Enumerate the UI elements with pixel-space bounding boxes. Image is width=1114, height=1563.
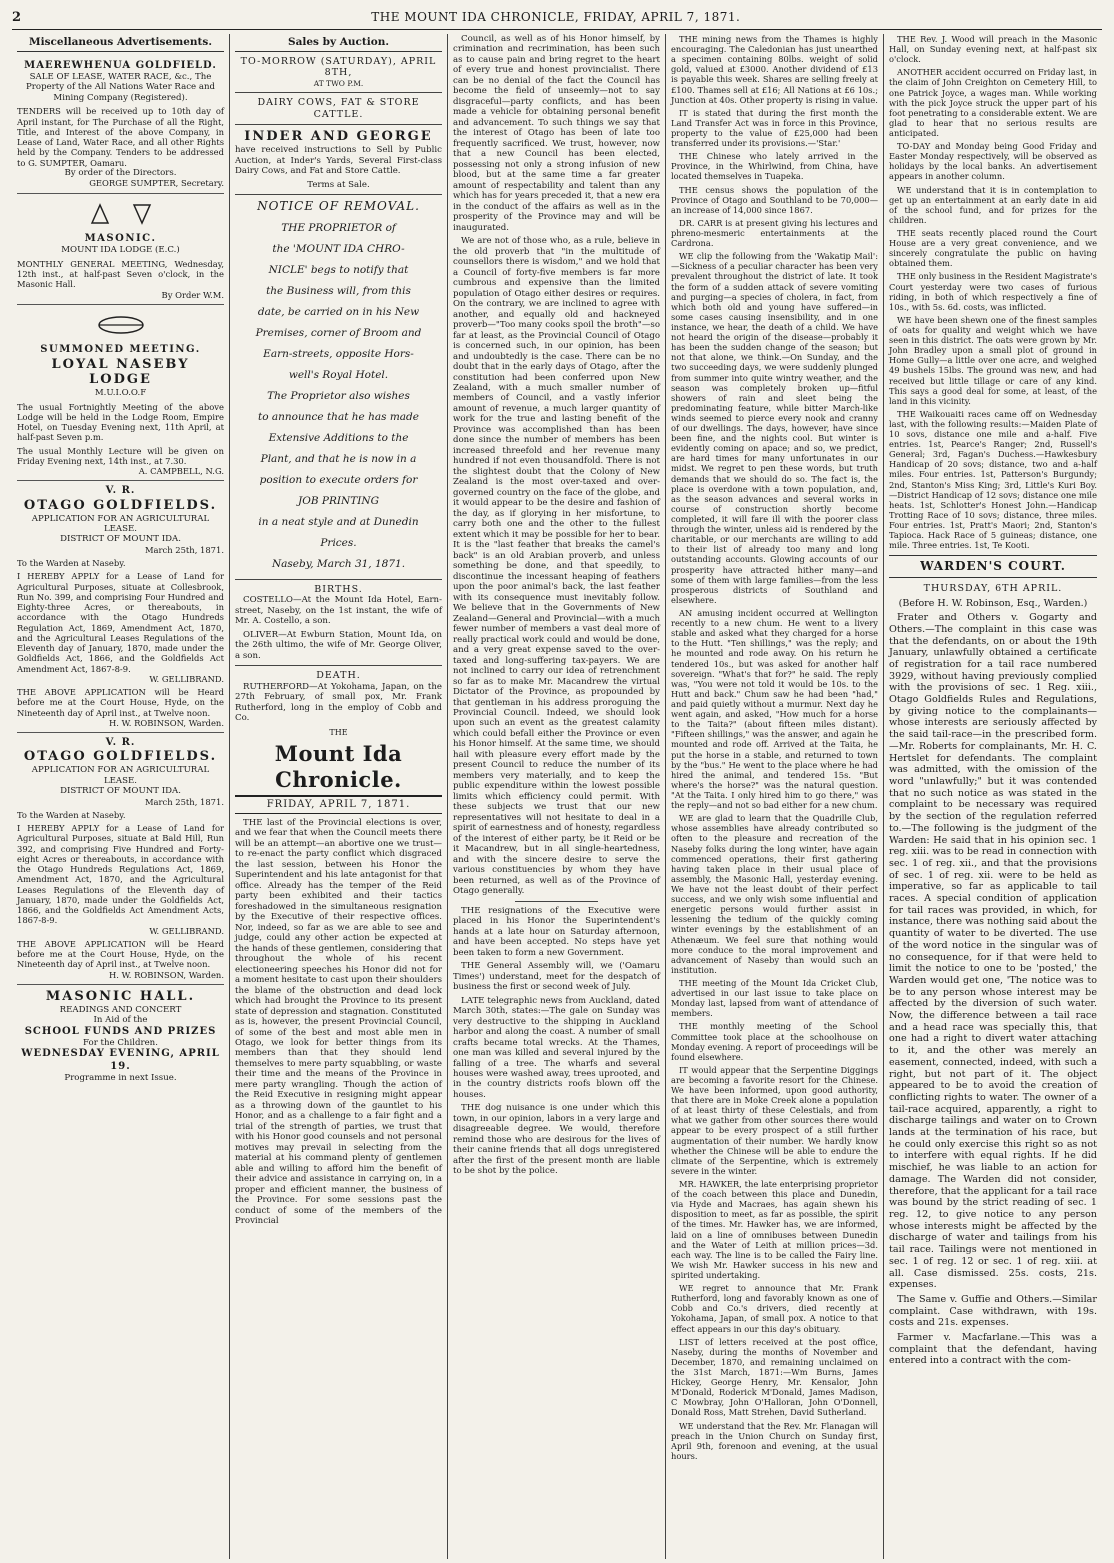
ad-goldfields-1 — [17, 481, 224, 733]
removal-line: to announce that he has made — [258, 410, 419, 423]
news-item: AN amusing incident occurred at Wellington recently to a new chum. He went to a livery stable and asked what they charged for a horse to the Hutt. "Ten shillings," was the reply; and he mounted and rode away. On his return he tendered 10s., but was asked for another half sovereign. "What's that for?" he said. The reply was, "You were not told it would be 10s. to the Hutt and back." Chum saw he had been "had," and paid quietly without a murmur. Next day he went again, and asked, "How much for a horse to the Taita?" (about fifteen miles distant). "Fifteen shillings," was the answer, and again he mounted and rode off. Arrived at the Taita, he put the horse in a stable, and returned to town by the "bus." He went to the place where he had hired the animal, and tendered 15s. "But where's the horse?" was the natural question. "At the Taita. I only hired him to go there," was the reply—and not so bad either for a new chum. — [671, 608, 878, 811]
ad-body: I HEREBY APPLY for a Lease of Land for Agricultural Purposes, situate at Bald Hill, Run 392, and comprising Five Hundred and Forty-eight Acres or thereabouts, in accordance with the Otago Hundreds Regulations Act, 1869, Amendment Act, 1870, and the Agricultural Leases Regulations of the Eleventh day of January, 1870, made under the Goldfields Act, 1866, and the Goldfields Act Amendment Acts, 1867-8-9. — [17, 823, 224, 926]
news-item: WE are glad to learn that the Quadrille Club, whose assemblies have already contributed so often to the pleasure and recreation of the Naseby folks during the long winter, have again commenced operations, their first gathering having taken place in their usual place of assembly, the Masonic Hall, yesterday evening. We have not the least doubt of their perfect success, and we only wish some influential and energetic persons would further assist in lessening the tedium of the quickly coming winter evenings by the establishment of an Athenæum. We feel sure that nothing would more conduce to the moral improvement and advancement of Naseby than would such an institution. — [671, 813, 878, 975]
ad-heading: MAEREWHENUA GOLDFIELD. — [24, 59, 217, 71]
court-case: The Same v. Guffie and Others.—Similar complaint. Case withdrawn, with 19s. costs and 21s. expenses. — [889, 1293, 1097, 1329]
news-item: ANOTHER accident occurred on Friday last, in the claim of John Creighton on Cemetery Hill, to one Patrick Joyce, a wages man. While working with the pick Joyce struck the upper part of his foot penetrating to a considerable extent. We are glad to hear that no serious results are anticipated. — [889, 67, 1097, 138]
ad-signature: A. CAMPBELL, N.G. — [138, 466, 224, 477]
ad-to: To the Warden at Naseby. — [17, 809, 126, 820]
ad-oddfellows — [17, 305, 224, 482]
auction-terms: Terms at Sale. — [307, 179, 370, 190]
page-number: 2 — [12, 10, 22, 25]
ad-maerewhenua — [17, 56, 224, 194]
death-notice: RUTHERFORD—At Yokohama, Japan, on the 27th February, of small pox, Mr. Frank Rutherford, long in the employ of Cobb and Co. — [235, 681, 442, 724]
ad-for: For the Children. — [83, 1037, 158, 1048]
ad-footer: Programme in next Issue. — [64, 1072, 177, 1083]
royal-letters: V. R. — [105, 485, 136, 497]
news-item: THE resignations of the Executive were placed in his Honor the Superintendent's hands at a late hour on Saturday afternoon, and have been accepted. No steps have yet been taken to form a new Government. — [453, 905, 660, 958]
auction-date: TO-MORROW (SATURDAY), APRIL 8TH, — [240, 55, 437, 79]
auction-item: DAIRY COWS, FAT & STORE CATTLE. — [257, 97, 420, 120]
column-3 — [448, 34, 666, 1559]
news-item: MR. HAWKER, the late enterprising proprietor of the coach between this place and Dunedin, via Hyde and Macraes, has again shewn his disposition to meet, as far as possible, the spirit of the times. Mr. Hawker has, we are informed, laid on a line of omnibuses between Dunedin and the Water of Leith at million prices—3d. each way. The line is to be called the Fairy line. We wish Mr. Hawker success in his new and spirited undertaking. — [671, 1179, 878, 1281]
news-item: THE mining news from the Thames is highly encouraging. The Caledonian has just unearthed a specimen containing 80lbs. weight of solid gold, valued at £3000. Another dividend of £13 is payable this week. Shares are selling freely at £100. Thames sell at £16; All Nations at £6 10s.; Junction at 40s. Other property is rising in value. — [671, 34, 878, 105]
news-item: WE have been shewn one of the finest samples of oats for quality and weight which we have seen in this district. The oats were grown by Mr. John Bradley upon a small plot of ground in Home Gully—a little over one acre, and weighed 49 bushels 15lbs. The ground was new, and had received but little tillage or care of any kind. This says a good deal for some, at least, of the land in this vicinity. — [889, 314, 1097, 406]
ad-date: March 25th, 1871. — [144, 544, 224, 555]
ad-date: March 25th, 1871. — [144, 796, 224, 807]
news-item: THE General Assembly will, we ('Oamaru Times') understand, meet for the despatch of business the first or second week of July. — [453, 961, 660, 993]
removal-line: well's Royal Hotel. — [288, 368, 389, 381]
ad-body: TENDERS will be received up to 10th day of April instant, for The Purchase of all the Right, Title, and Interest of the above Company, in Lease of Land, Water Race, and all other Rights held by the Company. Tenders to be addressed to G. SUMPTER, Oamaru. — [17, 106, 224, 168]
ad-signature: By Order W.M. — [161, 289, 224, 300]
ad-by-order: By order of the Directors. — [64, 167, 177, 178]
ad-heading: OTAGO GOLDFIELDS. — [23, 497, 218, 513]
news-item: WE understand that it is in contemplation to get up an entertainment at an early date in aid of the school fund, and for prizes for the children. — [889, 184, 1097, 225]
news-item: WE regret to announce that Mr. Frank Rutherford, long and favorably known as one of Cobb and Co.'s drivers, died recently at Yokohama, Japan, of small pox. A notice to that effect appears in our this day's obituary. — [671, 1283, 878, 1334]
court-title: WARDEN'S COURT. — [889, 555, 1097, 578]
ad-masonic-hall — [17, 985, 224, 1087]
ad-signature: GEORGE SUMPTER, Secretary. — [89, 178, 224, 189]
ad-notice: THE ABOVE APPLICATION will be Heard before me at the Court House, Hyde, on the Nineteenth day of April inst., at Twelve noon. — [17, 938, 224, 970]
ad-to: To the Warden at Naseby. — [17, 558, 126, 569]
ad-purpose: SCHOOL FUNDS AND PRIZES — [24, 1025, 217, 1037]
column-1 — [12, 34, 230, 1559]
article-paragraph: We are not of those who, as a rule, believe in the old proverb that "in the multitude of counsellors there is wisdom," and we hold that a Council of forty-five members is far more cumbrous and expensive than the limited population of Otago either desires or requires. On the contrary, we are inclined to agree with another, and equally old and hackneyed proverb—"Too many cooks spoil the broth"—so far at least, as the Provincial Council of Otago is concerned such, in our opinion, has been and undoubtedly is the case. There can be no doubt that in the early days of Otago, after the constitution had been conferred upon New Zealand, with a much smaller number of members of Council, and a vastly inferior amount of revenue, a much larger quantity of work for the true and lasting benefit of the Province was accomplished than has been done since the number of members has been increased threefold and her revenue many hundred if not even thousandfold. There is not the slightest doubt that the Colony of New Zealand is the most over-taxed and over-governed country on the face of the globe, and it would appear to be the desire and fashion of the day, as if glorying in her misfortune, to carry both one and the other to the fullest extent which it may be possible for her to bear. It is the "last feather that breaks the camel's back" is an old Arabian proverb, and unless something be done, and that speedily, to discontinue the incessant heaping of feathers upon the poor animal's back, the last feather with its consequence must inevitably follow. We believe that in the Governments of New Zealand—General and Provincial—with a much fewer number of members a vast deal more of really practical work could and would be done, and a very great expense saved to the over-taxed and long-suffering tax-payers. We are not inclined to carry our idea of retrenchment so far as to make Mr. Macandrew the virtual Dictator of the Province, as propounded by that gentleman in his address proroguing the Provincial Council. Indeed, we should look upon such an event as the greatest calamity which could befall either the Province or even his Honor himself. At the same time, we should hail with pleasure every effort made by the present Council to reduce the number of its members very materially, and to keep the public expenditure within the lowest possible limits which efficiency could permit. With these subjects we trust that our new representatives will not hesitate to deal in a spirit of earnestness and of honesty, regardless of the interest of either party, be it Reid or be it Macandrew, but in all single-heartedness, and with the sincere desire to serve the various constituencies by whom they have been returned, as well as of the Province of Otago generally. — [453, 236, 660, 897]
ad-sub: APPLICATION FOR AN AGRICULTURAL LEASE. — [31, 765, 210, 786]
ad-body: I HEREBY APPLY for a Lease of Land for Agricultural Purposes, situate at Collesbrook, Run No. 399, and comprising Four Hundred and Eighty-three Acres, or thereabouts, in accordance with the Otago Hundreds Regulation Act, 1869, Amendment Act, 1870, and the Agricultural Leases Regulations of the Eleventh day of January, 1870, made under the Goldfields Act, 1866, and the Goldfields Act Amendment Act, 1867-8-9. — [17, 571, 224, 674]
ad-heading: MASONIC HALL. — [45, 988, 196, 1004]
masthead-the: THE — [329, 727, 348, 737]
masthead: Mount Ida Chronicle. — [274, 741, 403, 793]
section-title-misc: Miscellaneous Advertisements. — [17, 36, 224, 52]
royal-letters: V. R. — [105, 737, 136, 749]
news-item: THE monthly meeting of the School Committee took place at the schoolhouse on Monday evening. A report of proceedings will be found elsewhere. — [671, 1021, 878, 1062]
ad-signature: W. GELLIBRAND. — [149, 673, 224, 684]
removal-line: date, be carried on in his New — [257, 305, 420, 318]
removal-line: Extensive Additions to the — [268, 431, 409, 444]
news-item: WE clip the following from the 'Wakatip Mail':—Sickness of a peculiar character has been very prevalent throughout the district of late. It took the form of a sudden attack of severe vomiting and purging—a species of cholera, in fact, from which both old and young have suffered—in some cases causing insensibility, and in one instance, we hear, the death of a child. We have not heard the origin of the disease—probably it has been the sudden change of the season; but not that alone, we think.—On Sunday, and the two succeeding days, we were suddenly plunged from summer into quite wintry weather, and the season was completely broken up—fitful showers of rain and sleet being the predominating feature, while bitter March-like winds seemed to pierce every nook and cranny of our dwellings. The days, however, have since been fine, and the nights cool. But winter is evidently coming on apace; and so, we predict, are hard times for many unfortunates in our midst. We regret to pen these words, but truth demands that we should do so. The fact is, the place is overdone with a town population, and, as the season advances and several works in course of construction shortly become completed, it will fare ill with the poorer class through the winter, unless aid is rendered by the charitable, or our merchants are willing to add to their list of already too many and long outstanding accounts. Glowing accounts of our prosperity have attracted hither many—and some of them with large families—from the less prosperous districts of Southland and elsewhere. — [671, 251, 878, 605]
ad-sub: SALE OF LEASE, WATER RACE, &c., The Property of the All Nations Water Race and Mining Company (Registered). — [26, 71, 215, 103]
news-item: DR. CARR is at present giving his lectures and phreno-mesmeric entertainments at the Cardrona. — [671, 217, 878, 249]
news-item: IT is stated that during the first month the Land Transfer Act was in force in this Province, property to the value of £25,000 had been transferred under its provisions.—'Star.' — [671, 107, 878, 149]
news-item: IT would appear that the Serpentine Diggings are becoming a favorite resort for the Chinese. We have been informed, upon good authority, that there are in Moke Creek alone a population of at least thirty of these Celestials, and from what we gather from other sources there would appear to be every prospect of a still further augmentation of their number. We hardly know whether the Chinese will be able to endure the climate of the Serpentine, which is extremely severe in the winter. — [671, 1064, 878, 1176]
removal-line: The Proprietor also wishes — [267, 389, 410, 402]
removal-title: NOTICE OF REMOVAL. — [257, 199, 420, 214]
ad-heading: SUMMONED MEETING. — [40, 344, 201, 356]
removal-line: Plant, and that he is now in a — [260, 452, 417, 465]
removal-line: NICLE' begs to notify that — [268, 263, 409, 276]
ad-in-aid: In Aid of the — [93, 1015, 148, 1026]
removal-line: JOB PRINTING — [298, 494, 379, 507]
column-4 — [666, 34, 884, 1559]
ad-district: DISTRICT OF MOUNT IDA. — [60, 534, 181, 545]
ad-signature: W. GELLIBRAND. — [149, 925, 224, 936]
removal-line: Prices. — [320, 536, 357, 549]
ad-warden: H. W. ROBINSON, Warden. — [108, 717, 224, 728]
page-title: THE MOUNT IDA CHRONICLE, FRIDAY, APRIL 7, 1871. — [371, 10, 741, 24]
ad-goldfields-2 — [17, 733, 224, 985]
ad-sub: APPLICATION FOR AN AGRICULTURAL LEASE. — [31, 513, 210, 534]
news-item: THE Chinese who lately arrived in the Province, in the Whirlwind, from China, have located themselves in Tuapeka. — [671, 151, 878, 182]
removal-line: Earn-streets, opposite Hors- — [263, 347, 414, 360]
removal-line: the 'MOUNT IDA CHRO- — [272, 242, 405, 255]
removal-line: Premises, corner of Broom and — [255, 326, 422, 339]
news-item: WE understand that the Rev. Mr. Flanagan will preach in the Union Church on Sunday first, April 9th, forenoon and evening, at the usual hours. — [671, 1420, 878, 1461]
section-title-auction: Sales by Auction. — [235, 36, 442, 52]
removal-line: THE PROPRIETOR of — [281, 221, 396, 234]
ad-body: The usual Fortnightly Meeting of the above Lodge will be held in the Lodge Room, Empire Hotel, on Tuesday Evening next, 11th April, at half-past Seven p.m. — [17, 401, 224, 443]
birth-notice: OLIVER—At Ewburn Station, Mount Ida, on the 26th ultimo, the wife of Mr. George Oliver, a son. — [235, 629, 442, 661]
removal-line: in a neat style and at Dunedin — [258, 515, 419, 528]
death-title: DEATH. — [316, 670, 361, 682]
news-item: THE Waikouaiti races came off on Wednesday last, with the following results:—Maiden Plate of 10 sovs, distance one mile and a-half. Five entries. 1st, Pearce's Ranger; 2nd, Russell's General; 3rd, Fagan's Duchess.—Hawkesbury Handicap of 20 sovs; distance, two and a-half miles. Four entries. 1st, Patterson's Burgundy; 2nd, Stanton's Miss King; 3rd, Little's Kuri Boy.—District Handicap of 12 sovs; distance one mile heats. 1st, Schlotter's Honest John.—Handicap Trotting Race of 10 sovs; distance, three miles. Four entries. 1st, Pratt's Maori; 2nd, Stanton's Tapioca. Hack Race of 5 guineas; distance, one mile. Three entries. 1st, Te Kooti. — [889, 408, 1097, 551]
ad-date: WEDNESDAY EVENING, APRIL 19. — [21, 1048, 220, 1072]
column-2 — [230, 34, 448, 1559]
ad-heading: MASONIC. — [84, 233, 157, 245]
ad-order: M.U.I.O.O.F — [94, 388, 147, 399]
column-5 — [884, 34, 1102, 1559]
news-item: THE seats recently placed round the Court House are a very great convenience, and we sincerely congratulate the public on having obtained them. — [889, 227, 1097, 269]
court-date: THURSDAY, 6TH APRIL. — [923, 582, 1063, 594]
article-paragraph: Council, as well as of his Honor himself, by crimination and recrimination, has been such as to cause pain and bring regret to the heart of every true and honest provincialist. There can be no denial of the fact the Council has become the field of unseemly—not to say disgraceful—party conflicts, and has been made a vehicle for obtaining personal benefit and advancement. To such things we say that the interest of Otago has been of late too frequently sacrificed. We trust, however, now that a new Council has been elected, possessing not only a strong infusion of new blood, but at the same time a far greater amount of respectability and talent than any which has for years preceded it, that a new era in the conduct of the affairs as well as in the prosperity of the Province may and will be inaugurated. — [453, 34, 660, 233]
court-before: (Before H. W. Robinson, Esq., Warden.) — [898, 597, 1088, 609]
removal-line: position to execute orders for — [259, 473, 418, 486]
auction-firm: INDER AND GEORGE — [244, 129, 433, 145]
ad-heading: OTAGO GOLDFIELDS. — [23, 749, 218, 765]
ad-body: MONTHLY GENERAL MEETING, Wednesday, 12th inst., at half-past Seven o'clock, in the Masonic Hall. — [17, 258, 224, 290]
births-title: BIRTHS. — [314, 583, 363, 595]
ad-lodge: LOYAL NASEBY LODGE — [51, 356, 190, 388]
removal-line: Naseby, March 31, 1871. — [271, 557, 406, 570]
news-item: LATE telegraphic news from Auckland, dated March 30th, states:—The gale on Sunday was very destructive to the shipping in Auckland harbor and along the coast. A number of small crafts became total wrecks. At the Thames, one man was killed and several injured by the falling of a tree. The wharfs and several houses were washed away, trees uprooted, and in the country districts roofs blown off the houses. — [453, 995, 660, 1100]
ad-lodge: MOUNT IDA LODGE (E.C.) — [61, 245, 180, 256]
auction-time: AT TWO P.M. — [313, 78, 364, 88]
ad-district: DISTRICT OF MOUNT IDA. — [60, 786, 181, 797]
ad-masonic-lodge — [17, 194, 224, 305]
dateline: FRIDAY, APRIL 7, 1871. — [235, 795, 442, 814]
ad-notice: THE ABOVE APPLICATION will be Heard before me at the Court House, Hyde, on the Nineteenth day of April inst., at Twelve noon. — [17, 687, 224, 718]
news-item: THE census shows the population of the Province of Otago and Southland to be 70,000—an increase of 14,000 since 1867. — [671, 184, 878, 215]
removal-notice — [235, 218, 442, 575]
news-item: THE dog nuisance is one under which this town, in our opinion, labors in a very large and disagreeable degree. We would, therefore remind those who are desirous for the lives of their canine friends that all dogs unregistered after the first of the present month are liable to be shot by the police. — [453, 1103, 660, 1177]
court-case: Frater and Others v. Gogarty and Others.—The complaint in this case was that the defendants, on or about the 19th January, unlawfully obtained a certificate of registration for a tail race numbered 3929, without having previously complied with the provisions of sec. 1 Reg. xiii., Otago Goldfields Rules and Regulations, by giving notice to the complainants—whose interests are seriously affected by the said tail-race—in the prescribed form.—Mr. Roberts for complainants, Mr. H. C. Hertslet for defendants. The complaint was admitted, with the omission of the word "unlawfully;" but it was contended that no such notice as was stated in the complaint to be necessary was required by the section of the regulation referred to.—The following is the judgment of the Warden: He said that in his opinion sec. 1 reg. xiii. was to be read in connection with sec. 1 of reg. xii., and that the provisions of sec. 1 of reg. xii. were to be held as imperative, so far as applicable to tail races. A special condition of application for tail races was provided, in which, for instance, there was nothing said about the quantity of water to be diverted. The use of the word notice in the singular was of no consequence, for if that were held to limit the notice to one to be 'posted,' the Warden would get one, 'The notice was to be to any person whose interest may be affected by the diversion of such water. Now, the difference between a tail race and a head race was specially this, that one had a right to divert water attaching to it, and the other was merely an easement, connected, indeed, with such a right, but not part of it. The object appeared to be to avoid the creation of conflicting rights to water. The owner of a tail-race acquired, apparently, a right to discharge tailings and water on to Crown lands at the termination of his race, but he could only exercise this right so as not to interfere with equal rights. If he did mischief, he was liable to an action for damage. The Warden did not consider, therefore, that the applicant for a tail race was bound by the strict reading of sec. 1 reg. 12, to give notice to any person whose interests might be affected by the discharge of water and tailings from his tail race. Tailings were not mentioned in sec. 1 of reg. 12 or sec. 1 of reg. xiii. at all. Case dismissed. 25s. costs, 21s. expenses. — [889, 612, 1097, 1291]
removal-line: the Business will, from this — [266, 284, 411, 297]
page-header — [12, 10, 1102, 30]
handshake-emblem-icon — [86, 312, 156, 338]
news-item: TO-DAY and Monday being Good Friday and Easter Monday respectively, will be observed as holidays by the local banks. An advertisement appears in another column. — [889, 141, 1097, 182]
news-item: THE only business in the Resident Magistrate's Court yesterday were two cases of furious riding, in both of which respectively a fine of 10s., with 5s. 6d. costs, was inflicted. — [889, 271, 1097, 312]
ad-sub: READINGS AND CONCERT — [59, 1004, 182, 1015]
ad-warden: H. W. ROBINSON, Warden. — [108, 969, 224, 980]
ad-body-2: The usual Monthly Lecture will be given on Friday Evening next, 14th inst., at 7.30. — [17, 445, 224, 466]
court-case: Farmer v. Macfarlane.—This was a complaint that the defendant, having entered into a contract with the com- — [889, 1332, 1097, 1367]
editorial: THE last of the Provincial elections is over, and we fear that when the Council meets there will be an attempt—an abortive one we trust—to re-enact the party conflict which disgraced the last session, between his Honor the Superintendent and his late antagonist for that office. Already has the temper of the Reid party been exhibited and their tactics foreshadowed in the simultaneous resignation by the Executive of their respective offices. Nor, indeed, so far as we are able to see and judge, could any other action be expected at the hands of these gentlemen, considering that throughout the whole of his recent electioneering speeches his Honor did not for a moment hesitate to cast upon their shoulders the blame of the obstruction and dead lock which had brought the Province to its present state of depression and stagnation. Constituted as is, however, the present Provincial Council, of some of the best and most able men in Otago, we look for better things from its members than that they should lend themselves to mere party squabbling, or waste their time and the means of the Province in mere party wrangling. Though the action of the Reid Executive in resigning might appear as a throwing down of the gauntlet to his Honor, and as a challenge to a fair fight and a trial of the strength of parties, we trust that with his Honor good counsels and not personal motives may prevail in selecting from the material at his command plenty of gentlemen able and willing to afford him the benefit of their advice and assistance in carrying on, in a proper and efficient manner, the business of the Province. For some sessions past the conduct of some of the members of the Provincial — [235, 817, 442, 1227]
news-item: THE meeting of the Mount Ida Cricket Club, advertised in our last issue to take place on Monday last, lapsed from want of attendance of members. — [671, 977, 878, 1019]
court-report — [889, 612, 1097, 1367]
auction-body: have received instructions to Sell by Public Auction, at Inder's Yards, Several First-class Dairy Cows, and Fat and Store Cattle. — [235, 145, 442, 177]
masonic-emblem-icon — [86, 201, 156, 227]
birth-notice: COSTELLO—At the Mount Ida Hotel, Earn-street, Naseby, on the 1st instant, the wife of Mr. A. Costello, a son. — [235, 595, 442, 627]
news-item: LIST of letters received at the post office, Naseby, during the months of November and December, 1870, and remaining unclaimed on the 31st March, 1871:—Wm Burns, James Hickey, George Henry, Mr. Kensalor, John M'Donald, Roderick M'Donald, James Madison, C Mowbray, John O'Halloran, John O'Donnell, Donald Ross, Matt Strehen, David Sutherland. — [671, 1336, 878, 1418]
news-item: THE Rev. J. Wood will preach in the Masonic Hall, on Sunday evening next, at half-past six o'clock. — [889, 34, 1097, 65]
